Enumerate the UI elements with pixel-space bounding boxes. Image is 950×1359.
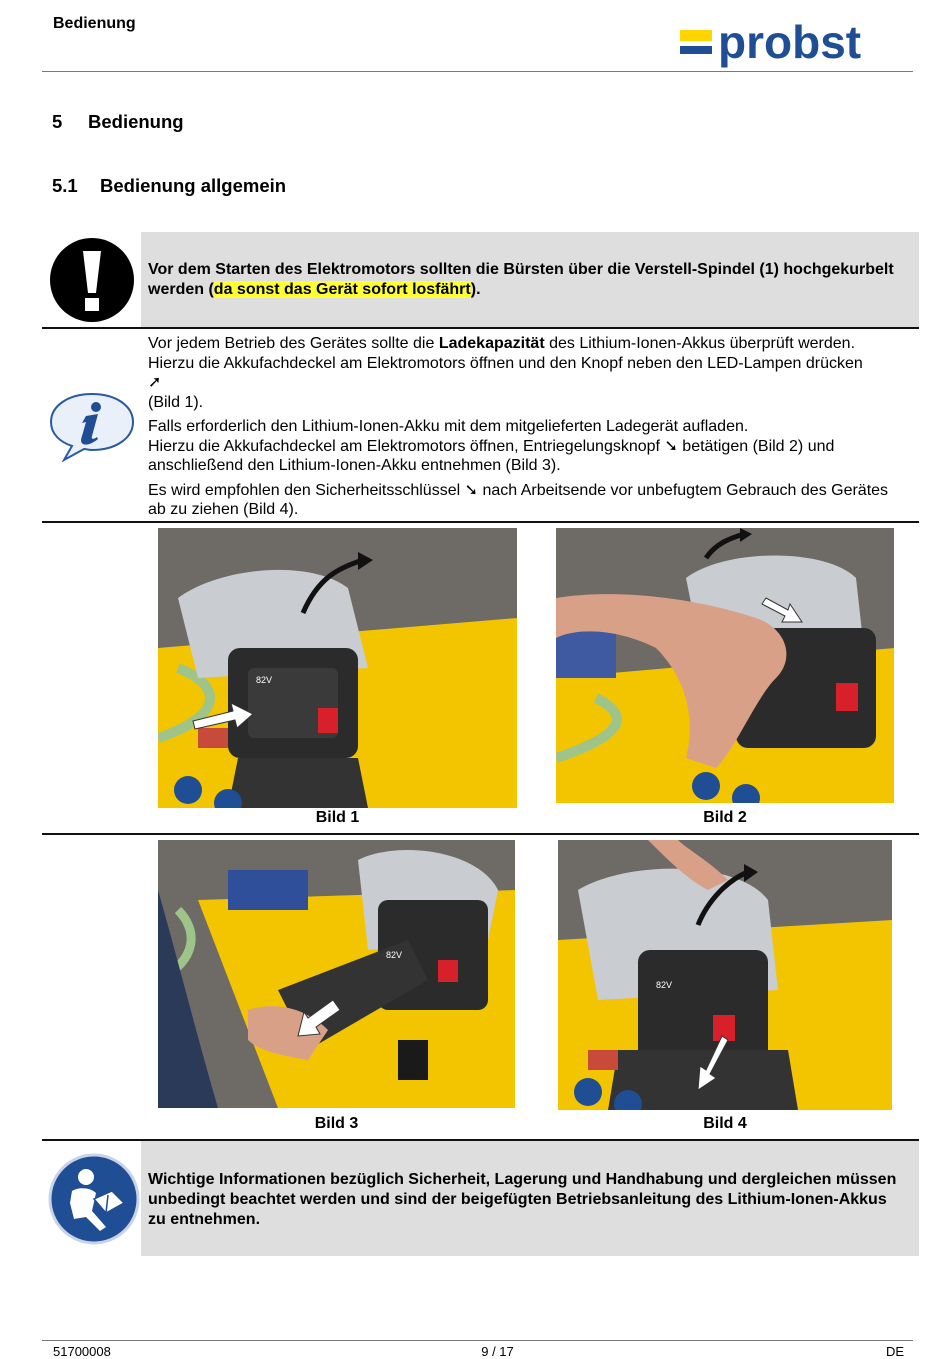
- svg-text:82V: 82V: [256, 675, 273, 685]
- subsection-number: 5.1: [52, 175, 78, 196]
- language-code: DE: [885, 1344, 904, 1359]
- header-rule: [42, 71, 913, 72]
- divider: [42, 833, 919, 835]
- exclamation-icon: [49, 237, 135, 323]
- read-manual-icon: [48, 1147, 140, 1251]
- svg-text:82V: 82V: [656, 980, 673, 990]
- subsection-heading: [52, 175, 286, 197]
- warning-text: Vor dem Starten des Elektromotors sollten die Bürsten über die Verstell-Spindel (1) hochgekurbelt werden (da sonst das Gerät sofort losfährt).: [148, 261, 894, 298]
- photo-bild-3: [158, 840, 515, 1108]
- header-title: Bedienung: [53, 15, 136, 32]
- info-icon: [48, 392, 136, 462]
- doc-number: 51700008: [53, 1344, 111, 1359]
- svg-text:82V: 82V: [386, 950, 403, 960]
- footer-rule: [42, 1340, 913, 1341]
- note-text: Wichtige Informationen bezüglich Sicherheit, Lagerung und Handhabung und dergleichen müssen unbedingt beachtet werden und sind der beigefügten Betriebsanleitung des Lithium-Ionen-Akkus zu entnehmen.: [148, 1171, 897, 1228]
- photo-bild-2: [556, 528, 894, 803]
- caption-bild-1: Bild 1: [315, 809, 360, 826]
- photo-bild-1: [158, 528, 517, 808]
- probst-logo: [680, 18, 908, 70]
- caption-bild-2: Bild 2: [703, 809, 747, 826]
- arrow-down-left-icon: ➘: [464, 481, 479, 499]
- info-text: Vor jedem Betrieb des Gerätes sollte die Ladekapazität des Lithium-Ionen-Akkus überprüft werden. Hierzu die Akkufachdeckel am Elektromotors öffnen und den Knopf neben den LED-Lampen drücken ➚ (Bild 1). Falls erforderlich den Lithium-Ionen-Akku mit dem mitgelieferten Ladegerät aufladen. Hierzu die Akkufachdeckel am Elektromotors öffnen, Entriegelungsknopf ➘ betätigen (Bild 2) und anschließend den Lithium-Ionen-Akku entnehmen (Bild 3). Es wird empfohlen den Sicherheitsschlüssel ➘ nach Arbeitsende vor unbefugtem Gebrauch des Gerätes ab zu ziehen (Bild 4).: [148, 335, 889, 518]
- subsection-title: Bedienung allgemein: [100, 175, 287, 196]
- page-number: 9 / 17: [481, 1344, 514, 1359]
- arrow-up-right-icon: ➚: [148, 374, 162, 391]
- caption-bild-4: Bild 4: [703, 1115, 747, 1132]
- section-number: 5: [52, 111, 63, 132]
- arrow-down-right-icon: ➘: [664, 437, 678, 455]
- divider: [42, 327, 919, 329]
- section-heading: [52, 111, 184, 133]
- caption-bild-3: Bild 3: [314, 1115, 359, 1132]
- divider: [42, 521, 919, 523]
- brand-wordmark: probst: [718, 18, 862, 68]
- photo-bild-4: [558, 840, 892, 1110]
- section-title: Bedienung: [88, 111, 184, 132]
- warning-highlight: da sonst das Gerät sofort losfährt: [213, 281, 471, 298]
